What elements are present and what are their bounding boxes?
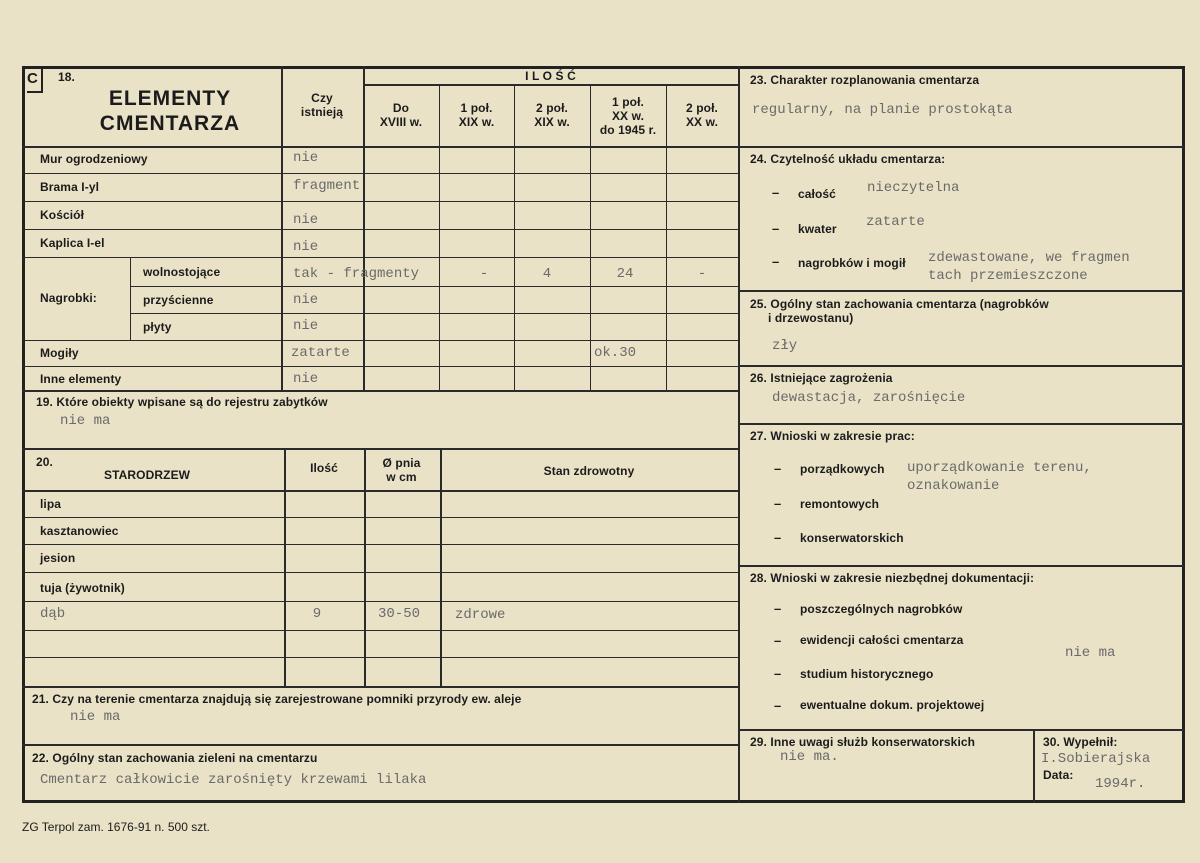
exists-wolnostojace: tak - fragmenty (293, 266, 420, 282)
line (22, 544, 738, 545)
s24-nagrobki-value-1: zdewastowane, we fragmen (928, 250, 1130, 266)
line (22, 229, 738, 230)
s28-item-3: studium historycznego (800, 667, 934, 681)
exists-mur: nie (293, 150, 319, 166)
wolnostojace-1pol-xx: 24 (616, 266, 634, 282)
line (738, 729, 1185, 731)
line (22, 572, 738, 573)
period-3-line2: XIX w. (534, 115, 570, 129)
s27-value-2: oznakowanie (907, 478, 1000, 494)
tree-kasztanowiec: kasztanowiec (40, 524, 119, 538)
dash-mark: – (772, 221, 780, 236)
line (22, 448, 738, 450)
s29-value: nie ma. (780, 749, 839, 765)
line (130, 286, 738, 287)
s21-value: nie ma (70, 709, 121, 725)
period-4-line2: XX w. (611, 109, 645, 123)
line (738, 290, 1185, 292)
exists-inne: nie (293, 371, 319, 387)
period-5-line1: 2 poł. (686, 101, 718, 115)
line (363, 66, 365, 390)
wolnostojace-1pol-xix: - (479, 266, 489, 282)
s24-label: 24. Czytelność układu cmentarza: (750, 152, 946, 166)
period-1-line2: XVIII w. (379, 115, 423, 129)
tree-dab: dąb (40, 606, 66, 622)
elements-title-line1: ELEMENTY (108, 87, 232, 110)
s26-value: dewastacja, zarośnięcie (772, 390, 966, 406)
s26-label: 26. Istniejące zagrożenia (750, 371, 893, 385)
s24-kwater-value: zatarte (866, 214, 925, 230)
row-label-mur: Mur ogrodzeniowy (40, 152, 148, 166)
tree-dab-diameter: 30-50 (377, 606, 420, 622)
s20-col-pnia-1: Ø pnia (382, 456, 421, 470)
period-2-line1: 1 poł. (460, 101, 493, 115)
dash-mark: – (774, 698, 782, 713)
s24-nagrobki-value-2: tach przemieszczone (928, 268, 1088, 284)
s27-label: 27. Wnioski w zakresie prac: (750, 429, 915, 443)
s23-label: 23. Charakter rozplanowania cmentarza (750, 73, 980, 87)
s20-col-pnia-2: w cm (386, 470, 417, 484)
period-4-line1: 1 poł. (612, 95, 644, 109)
line (22, 201, 738, 202)
s27-konserwatorskich: konserwatorskich (800, 531, 904, 545)
line (738, 423, 1185, 425)
line (281, 66, 283, 390)
section-c-mark: C (27, 67, 43, 93)
line (22, 490, 738, 492)
dash-mark: – (774, 496, 782, 511)
line (22, 340, 738, 341)
exists-przyscienne: nie (293, 292, 319, 308)
period-4-line3: do 1945 r. (599, 123, 657, 137)
line (22, 366, 738, 367)
s25-label-2: i drzewostanu) (768, 311, 854, 325)
s28-item-2: ewidencji całości cmentarza (800, 633, 964, 647)
col-ilosc: I L O Ś Ć (525, 69, 576, 83)
row-label-przyscienne: przyścienne (143, 293, 214, 307)
dash-mark: – (772, 185, 780, 200)
s22-value: Cmentarz całkowicie zarośnięty krzewami lilaka (40, 772, 427, 788)
row-label-plyty: płyty (143, 320, 172, 334)
tree-dab-state: zdrowe (455, 607, 506, 623)
tree-jesion: jesion (40, 551, 76, 565)
line (22, 601, 738, 602)
col-czy-istnieja-1: Czy (311, 91, 333, 105)
s29-label: 29. Inne uwagi służb konserwatorskich (750, 735, 976, 749)
exists-mogily: zatarte (291, 345, 350, 361)
line (22, 173, 738, 174)
s30-date-label: Data: (1043, 768, 1074, 782)
s20-col-ilosc: Ilość (310, 461, 338, 475)
line (738, 146, 1185, 148)
row-label-inne: Inne elementy (40, 372, 122, 386)
line (439, 84, 440, 390)
s24-nagrobki-label: nagrobków i mogił (798, 256, 906, 270)
line (514, 84, 515, 390)
s23-value: regularny, na planie prostokąta (752, 102, 1013, 118)
line (22, 630, 738, 631)
wolnostojace-2pol-xx: - (697, 266, 707, 282)
line (666, 84, 667, 390)
line (284, 448, 286, 686)
period-3-line1: 2 poł. (536, 101, 568, 115)
tree-dab-count: 9 (312, 606, 322, 622)
line (22, 686, 738, 688)
dash-mark: – (774, 666, 782, 681)
row-label-mogily: Mogiły (40, 346, 79, 360)
section-18-number: 18. (58, 70, 75, 84)
line (590, 84, 591, 390)
line (738, 365, 1185, 367)
exists-kaplica: nie (293, 239, 319, 255)
s22-label: 22. Ogólny stan zachowania zieleni na cmentarzu (32, 751, 318, 765)
wolnostojace-2pol-xix: 4 (542, 266, 552, 282)
col-czy-istnieja-2: istnieją (300, 105, 344, 119)
s21-label: 21. Czy na terenie cmentarza znajdują się zarejestrowane pomniki przyrody ew. aleje (32, 692, 522, 706)
period-1-line1: Do (392, 101, 410, 115)
print-footer: ZG Terpol zam. 1676-91 n. 500 szt. (22, 820, 210, 834)
s19-value: nie ma (60, 413, 111, 429)
line (440, 448, 442, 686)
s27-remontowych: remontowych (800, 497, 880, 511)
dash-mark: – (774, 601, 782, 616)
s28-label: 28. Wnioski w zakresie niezbędnej dokumentacji: (750, 571, 1035, 585)
tree-lipa: lipa (40, 497, 62, 511)
s30-value: I.Sobierajska (1041, 751, 1151, 767)
exists-brama: fragment (293, 178, 361, 194)
row-label-wolnostojace: wolnostojące (143, 265, 221, 279)
line (22, 146, 738, 148)
column-divider (738, 66, 740, 803)
s19-label: 19. Które obiekty wpisane są do rejestru zabytków (36, 395, 328, 409)
exists-kosciol: nie (293, 212, 319, 228)
line (130, 257, 131, 340)
s24-kwater-label: kwater (798, 222, 837, 236)
s20-number: 20. (36, 455, 53, 469)
s25-label-1: 25. Ogólny stan zachowania cmentarza (nagrobków (750, 297, 1049, 311)
line (738, 565, 1185, 567)
s25-value: zły (772, 338, 798, 354)
dash-mark: – (772, 254, 780, 269)
s28-item-4: ewentualne dokum. projektowej (800, 698, 985, 712)
line (130, 313, 738, 314)
s27-value-1: uporządkowanie terenu, (907, 460, 1092, 476)
s20-title: STARODRZEW (104, 468, 191, 482)
dash-mark: – (774, 461, 782, 476)
s30-date-value: 1994r. (1095, 776, 1146, 792)
s24-calosc-label: całość (798, 187, 836, 201)
s28-item-1: poszczególnych nagrobków (800, 602, 963, 616)
s20-col-stan: Stan zdrowotny (543, 464, 635, 478)
period-2-line2: XIX w. (458, 115, 495, 129)
s24-calosc-value: nieczytelna (867, 180, 960, 196)
s28-value: nie ma (1065, 645, 1116, 661)
exists-plyty: nie (293, 318, 319, 334)
dash-mark: – (774, 530, 782, 545)
row-label-nagrobki: Nagrobki: (40, 291, 97, 305)
line (22, 657, 738, 658)
row-label-kaplica: Kaplica I-el (40, 236, 105, 250)
line (22, 390, 738, 392)
s27-porzadkowych: porządkowych (800, 462, 885, 476)
row-label-kosciol: Kościół (40, 208, 85, 222)
dash-mark: – (774, 633, 782, 648)
period-5-line2: XX w. (685, 115, 719, 129)
line (22, 517, 738, 518)
tree-tuja: tuja (żywotnik) (40, 581, 125, 595)
row-label-brama: Brama I-yl (40, 180, 100, 194)
mogily-1pol-xx: ok.30 (594, 345, 637, 361)
line (22, 744, 738, 746)
s30-label: 30. Wypełnił: (1043, 735, 1118, 749)
line (364, 448, 366, 686)
line (363, 84, 738, 86)
elements-title-line2: CMENTARZA (99, 112, 241, 135)
line (1033, 729, 1035, 803)
